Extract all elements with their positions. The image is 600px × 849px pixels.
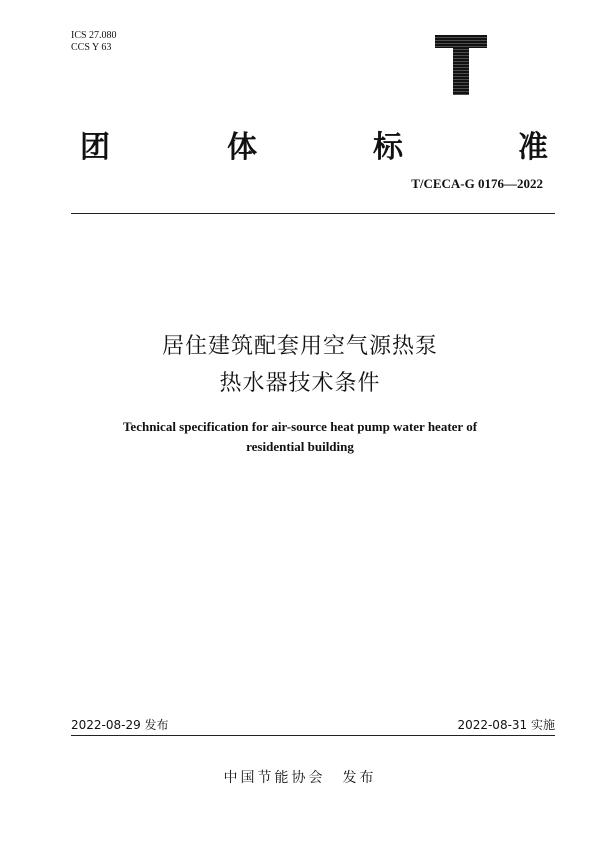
title-zh-line2: 热水器技术条件 <box>219 371 381 396</box>
standard-logo <box>433 33 489 97</box>
category-char-1: 团 <box>80 130 110 165</box>
title-en-line1: Technical specification for air-source heat pump water heater of <box>122 419 478 434</box>
title-zh-line1: 居住建筑配套用空气源热泵 <box>161 334 438 359</box>
publisher: 中国节能协会 发布 <box>223 770 377 786</box>
ics-code: ICS 27.080 <box>71 30 117 41</box>
bottom-divider <box>71 735 555 736</box>
top-divider <box>71 213 555 214</box>
effective-date: 2022-08-31 实施 <box>457 718 555 732</box>
category-char-2: 体 <box>227 130 257 165</box>
title-en-line2: residential building <box>246 439 354 454</box>
issue-date: 2022-08-29 发布 <box>71 718 169 732</box>
ccs-code: CCS Y 63 <box>71 42 112 53</box>
classification-codes <box>71 30 117 54</box>
standard-code: T/CECA-G 0176—2022 <box>411 176 543 191</box>
category-char-4: 准 <box>518 130 548 165</box>
category-char-3: 标 <box>373 130 403 165</box>
